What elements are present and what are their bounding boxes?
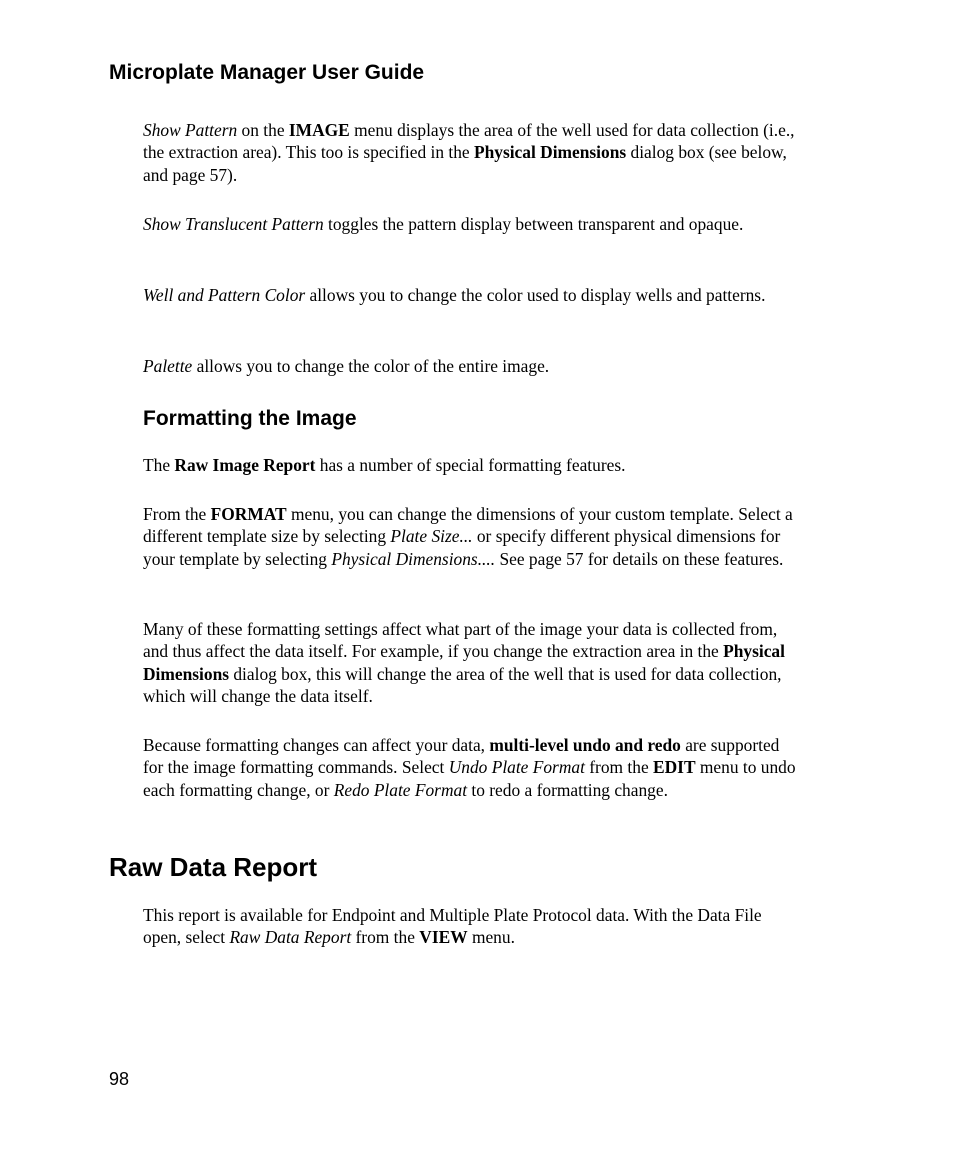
section-heading-raw-data-report: Raw Data Report bbox=[109, 852, 318, 882]
section-heading-formatting: Formatting the Image bbox=[143, 407, 357, 430]
text-run: allows you to change the color of the entire image. bbox=[192, 356, 550, 376]
text-run: menu. bbox=[467, 927, 515, 948]
text-run: are supported for the image formatting commands. Select bbox=[143, 735, 780, 778]
text-run: The bbox=[143, 455, 175, 475]
menu-name-format: FORMAT bbox=[210, 504, 287, 524]
paragraph-raw-data-report bbox=[143, 904, 803, 949]
text-run: or specify different physical dimensions for your template by selecting bbox=[143, 526, 781, 569]
text-run: menu to undo each formatting change, or bbox=[143, 757, 796, 800]
term-multi-level-undo-redo: multi-level undo and redo bbox=[489, 735, 681, 755]
dialog-name-physical-dimensions: Physical Dimensions bbox=[473, 142, 627, 163]
paragraph-well-pattern-color bbox=[143, 284, 803, 306]
text-run: This report is available for Endpoint and Multiple Plate Protocol data. With the Data File open, select bbox=[143, 905, 762, 948]
text-run: from the bbox=[584, 757, 654, 778]
text-run: menu displays the area of the well used for data collection (i.e., the extraction area). This too is specified in the bbox=[143, 120, 795, 163]
paragraph-undo-redo bbox=[143, 734, 803, 801]
term-show-translucent-pattern: Show Translucent Pattern bbox=[143, 214, 324, 234]
text-run: from the bbox=[351, 927, 420, 948]
report-name-raw-image: Raw Image Report bbox=[174, 455, 316, 475]
text-run: Many of these formatting settings affect what part of the image your data is collected from, and thus affect the data itself. For example, if you change the extraction area in the bbox=[143, 619, 778, 662]
dialog-name-physical-dimensions: Physical Dimensions bbox=[143, 641, 785, 684]
paragraph-settings-affect bbox=[143, 618, 803, 707]
term-well-pattern-color: Well and Pattern Color bbox=[143, 285, 306, 305]
paragraph-show-translucent bbox=[143, 213, 803, 235]
paragraph-formatting-intro bbox=[143, 454, 803, 476]
text-run: has a number of special formatting features. bbox=[315, 455, 626, 475]
term-raw-data-report: Raw Data Report bbox=[229, 927, 352, 948]
text-run: toggles the pattern display between transparent and opaque. bbox=[323, 214, 744, 234]
text-run: to redo a formatting change. bbox=[467, 779, 668, 800]
text-run: From the bbox=[143, 504, 211, 524]
paragraph-show-pattern bbox=[143, 119, 803, 186]
menu-name-view: VIEW bbox=[419, 927, 468, 948]
term-physical-dimensions: Physical Dimensions.... bbox=[331, 548, 496, 569]
term-plate-size: Plate Size... bbox=[390, 526, 473, 547]
text-run: dialog box, this will change the area of the well that is used for data collection, which will change the data itself. bbox=[143, 663, 782, 706]
menu-name-image: IMAGE bbox=[288, 120, 350, 140]
text-run: on the bbox=[237, 120, 289, 140]
text-run: dialog box (see below, and page 57). bbox=[143, 142, 787, 185]
text-run: allows you to change the color used to display wells and patterns. bbox=[305, 285, 766, 305]
text-run: See page 57 for details on these features. bbox=[495, 548, 784, 569]
term-show-pattern: Show Pattern bbox=[143, 120, 238, 140]
term-undo-plate-format: Undo Plate Format bbox=[448, 757, 585, 778]
text-run: Because formatting changes can affect your data, bbox=[143, 735, 490, 755]
term-redo-plate-format: Redo Plate Format bbox=[333, 779, 468, 800]
menu-name-edit: EDIT bbox=[653, 757, 696, 778]
text-run: menu, you can change the dimensions of your custom template. Select a different template size by selecting bbox=[143, 504, 793, 547]
term-palette: Palette bbox=[143, 356, 193, 376]
paragraph-palette bbox=[143, 355, 803, 377]
running-header: Microplate Manager User Guide bbox=[109, 61, 425, 84]
page-number: 98 bbox=[109, 1069, 130, 1089]
paragraph-format-menu bbox=[143, 503, 803, 570]
